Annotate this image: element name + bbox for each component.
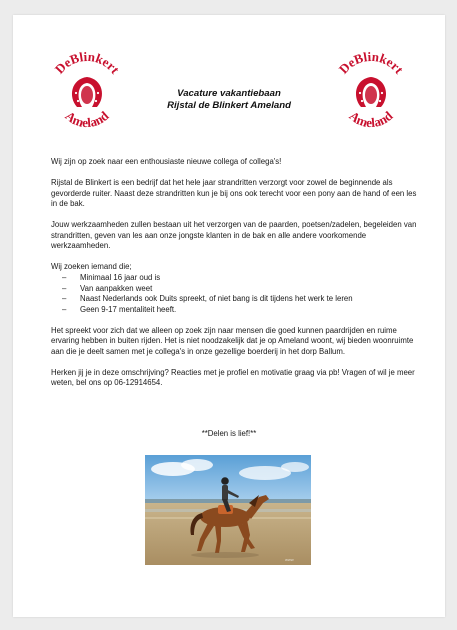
svg-text:Ameland: [346, 108, 396, 131]
heading-line-2: Rijstal de Blinkert Ameland: [167, 100, 291, 111]
svg-text:Ameland: [62, 108, 112, 131]
experience-description: Het spreekt voor zich dat we alleen op zoek zijn naar mensen die goed kunnen paardrijden en ruime ervaring hebben in buiten rijden. Het is niet noodzakelijk dat je op Ameland woont, wij bieden woonruimte aan die je deelt samen met je collega's in onze gezellige boerderij in het dorp Ballum.: [51, 325, 414, 356]
rijstal-logo-right: [330, 49, 412, 131]
requirements-intro: Wij zoeken iemand die;: [51, 262, 132, 272]
requirement-item: – Naast Nederlands ook Duits spreekt, of niet bang is dit tijdens het werk te leren: [51, 294, 419, 305]
requirement-item: – Geen 9-17 mentaliteit heeft.: [51, 305, 419, 316]
contact-description: Herken jij je in deze omschrijving? Reacties met je profiel en motivatie graag via pb! Vragen of wil je meer weten, bel ons op 06-12914654.: [51, 367, 415, 388]
intro-text: Wij zijn op zoek naar een enthousiaste nieuwe collega of collega's!: [51, 157, 282, 166]
logo-bottom-text: Ameland: [62, 107, 112, 131]
logo-top-text: DeBlinkert: [51, 49, 123, 77]
tasks-description: Jouw werkzaamheden zullen bestaan uit het verzorgen van de paarden, poetsen/zadelen, begeleiden van strandritten, geven van les aan onze jongste klanten in de bak en alle andere voorkomende werkzaamheden.: [51, 220, 417, 251]
vacancy-heading: [113, 88, 345, 112]
heading-line-1: Vacature vakantiebaan: [177, 88, 281, 99]
logo-top-text: DeBlinkert: [335, 49, 407, 77]
share-text: **Delen is lief!**: [201, 429, 257, 438]
vacancy-body: [51, 157, 419, 399]
svg-text:DeBlinkert: [336, 49, 407, 77]
svg-text:DeBlinkert: [52, 49, 123, 77]
beach-horse-photo: [145, 455, 311, 565]
horseshoe-logo-icon: [330, 49, 412, 131]
logo-bottom-text: Ameland: [346, 107, 396, 131]
requirements-list: [51, 273, 419, 315]
document-page: [13, 15, 445, 617]
requirement-item: – Van aanpakken weet: [51, 284, 419, 295]
requirement-item: – Minimaal 16 jaar oud is: [51, 273, 419, 284]
svg-text:www: www: [285, 557, 294, 562]
company-description: Rijstal de Blinkert is een bedrijf dat het hele jaar strandritten verzorgt voor zowel de beginnende als gevorderde ruiter. Naast deze strandritten kun je bij ons ook terecht voor een pony aan de hand of een les in de bak.: [51, 177, 417, 209]
